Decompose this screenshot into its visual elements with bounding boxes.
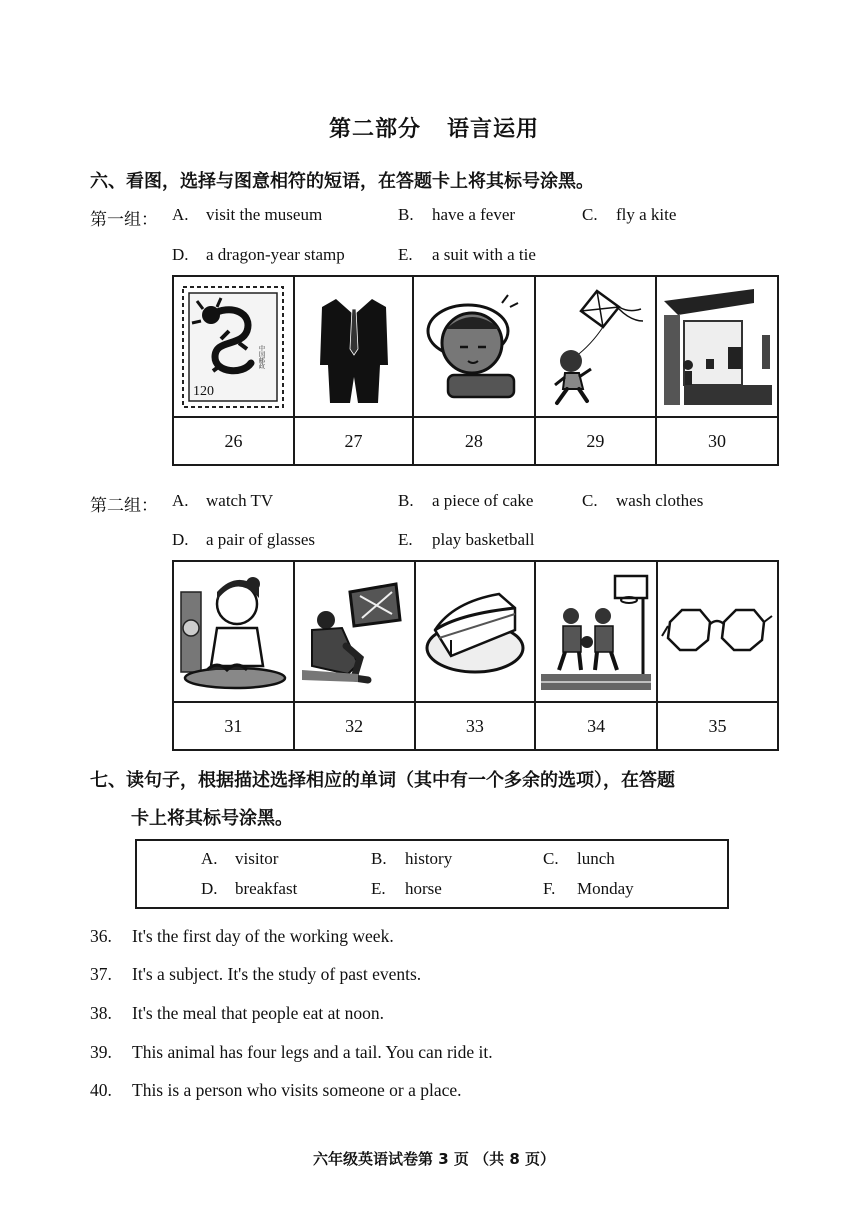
group1-option-a: A. visit the museum <box>172 205 323 224</box>
question-40: 40. This is a person who visits someone or a place. <box>90 1080 462 1100</box>
group1-label: 第一组： <box>90 210 158 230</box>
group2-picture-table <box>172 560 779 751</box>
group1-option-c: C. fly a kite <box>582 205 677 224</box>
answer-number: 29 <box>535 417 656 465</box>
museum-picture <box>656 276 778 417</box>
group2-option-e: E. play basketball <box>398 530 535 549</box>
answer-number: 34 <box>535 702 657 750</box>
group2-option-c: C. wash clothes <box>582 491 704 510</box>
svg-text:120: 120 <box>193 383 215 399</box>
group2-option-a: A. watch TV <box>172 491 274 510</box>
section7-heading-line2: 卡上将其标号涂黑。 <box>131 808 293 829</box>
word-bank-box <box>135 839 729 909</box>
answer-number: 27 <box>294 417 413 465</box>
basketball-icon <box>537 570 655 694</box>
kite-picture <box>535 276 656 417</box>
question-38: 38. It's the meal that people eat at noon. <box>90 1003 384 1023</box>
part-title <box>0 112 868 143</box>
group1-option-d: D. a dragon-year stamp <box>172 245 345 264</box>
word-option-f: F. Monday <box>543 879 634 898</box>
suit-picture <box>294 276 413 417</box>
question-39: 39. This animal has four legs and a tail. You can ride it. <box>90 1042 493 1062</box>
answer-number: 26 <box>173 417 294 465</box>
cake-icon <box>419 570 531 694</box>
sick-person-icon <box>418 285 530 409</box>
group2-label: 第二组： <box>90 496 158 516</box>
answer-number: 31 <box>173 702 294 750</box>
answer-number: 35 <box>657 702 778 750</box>
tv-icon <box>298 570 410 694</box>
washing-icon <box>177 570 289 694</box>
word-option-b: B. history <box>371 849 453 868</box>
suit-icon <box>314 285 394 409</box>
answer-number: 28 <box>413 417 534 465</box>
answer-number: 33 <box>415 702 536 750</box>
watch-tv-picture <box>294 561 415 702</box>
dragon-stamp-picture <box>173 276 294 417</box>
question-36: 36. It's the first day of the working week. <box>90 926 394 946</box>
basketball-picture <box>535 561 657 702</box>
word-option-e: E. horse <box>371 879 442 898</box>
fever-picture <box>413 276 534 417</box>
wash-clothes-picture <box>173 561 294 702</box>
section7-heading-line1: 七、读句子，根据描述选择相应的单词（其中有一个多余的选项），在答题 <box>90 770 675 791</box>
group1-option-b: B. have a fever <box>398 205 516 224</box>
svg-text:中国邮政: 中国邮政 <box>257 344 265 369</box>
question-37: 37. It's a subject. It's the study of past events. <box>90 964 422 984</box>
glasses-icon <box>660 570 774 694</box>
page-footer: 六年级英语试卷第 3 页 （共 8 页） <box>313 1150 555 1168</box>
stamp-icon <box>181 285 285 409</box>
kite-icon <box>539 285 651 409</box>
cake-picture <box>415 561 536 702</box>
museum-icon <box>658 285 776 409</box>
section6-heading: 六、看图，选择与图意相符的短语，在答题卡上将其标号涂黑。 <box>90 171 594 192</box>
answer-number: 32 <box>294 702 415 750</box>
word-option-a: A. visitor <box>201 849 279 868</box>
part-title-right: 语言运用 <box>447 117 540 142</box>
group1-picture-table <box>172 275 779 466</box>
word-option-c: C. lunch <box>543 849 615 868</box>
glasses-picture <box>657 561 778 702</box>
part-title-left: 第二部分 <box>328 117 421 142</box>
group2-option-b: B. a piece of cake <box>398 491 534 510</box>
answer-number: 30 <box>656 417 778 465</box>
group2-option-d: D. a pair of glasses <box>172 530 316 549</box>
group1-option-e: E. a suit with a tie <box>398 245 536 264</box>
word-option-d: D. breakfast <box>201 879 298 898</box>
